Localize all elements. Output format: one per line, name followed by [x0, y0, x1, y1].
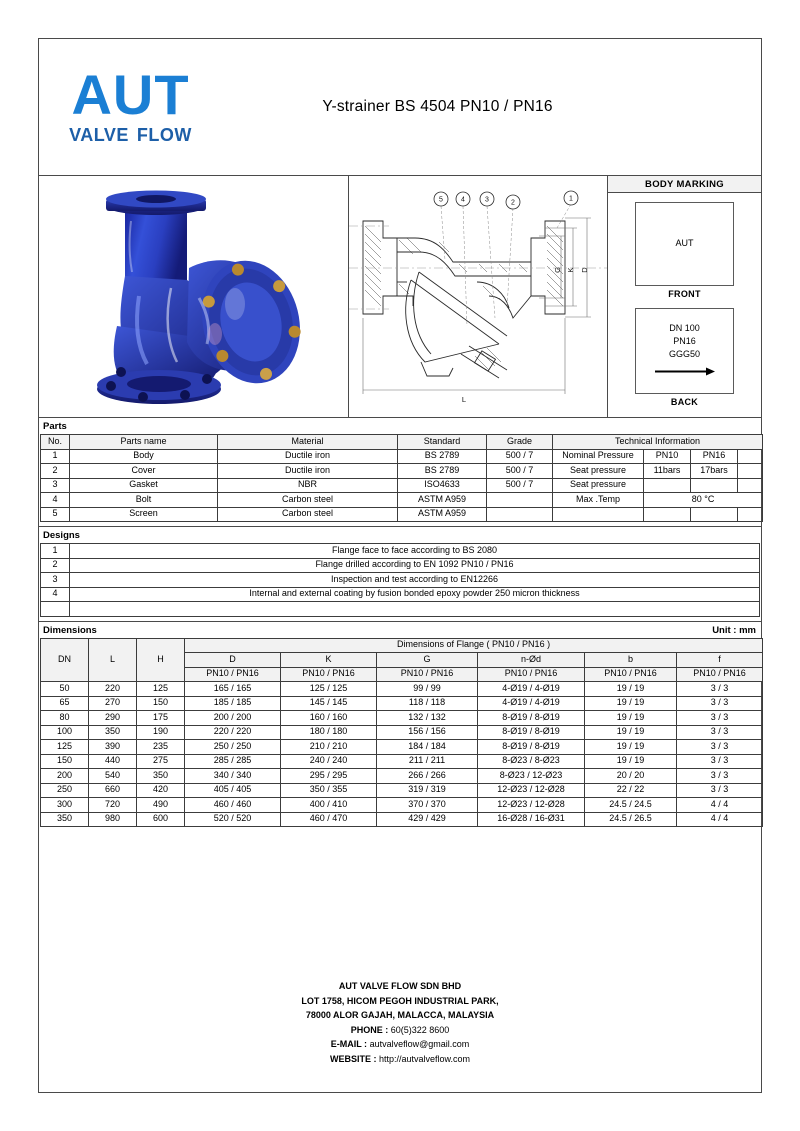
- dim-g: 156 / 156: [377, 725, 478, 740]
- design-text: Internal and external coating by fusion bonded epoxy powder 250 micron thickness: [70, 587, 760, 602]
- dim-l: 390: [89, 740, 137, 755]
- dim-k: 295 / 295: [281, 769, 377, 784]
- dim-k: 145 / 145: [281, 696, 377, 711]
- dimensions-section-title: [39, 622, 761, 638]
- design-text: Inspection and test according to EN12266: [70, 573, 760, 588]
- tech-pn16: [691, 478, 738, 493]
- footer-phone: [39, 1023, 761, 1038]
- dim-col-l: L: [89, 638, 137, 682]
- parts-col-material: Material: [218, 435, 398, 450]
- dim-dn: 100: [41, 725, 89, 740]
- dim-nd: 4-Ø19 / 4-Ø19: [478, 682, 585, 697]
- datasheet-page: [38, 38, 762, 1093]
- callout-2-label: 2: [511, 199, 515, 207]
- dim-b: 24.5 / 24.5: [585, 798, 677, 813]
- design-text: [70, 602, 760, 617]
- dim-l: 540: [89, 769, 137, 784]
- parts-section-title: Parts: [43, 421, 67, 432]
- part-name: Cover: [70, 464, 218, 479]
- part-grade: 500 / 7: [487, 449, 553, 464]
- dim-g: 370 / 370: [377, 798, 478, 813]
- table-row: [41, 558, 760, 573]
- body-marking-content: [608, 193, 761, 417]
- dim-dn: 80: [41, 711, 89, 726]
- dim-dn: 250: [41, 783, 89, 798]
- design-text: Flange drilled according to EN 1092 PN10 / PN16: [70, 558, 760, 573]
- blank-space: [39, 827, 761, 975]
- tech-label: Max .Temp: [553, 493, 644, 508]
- dimensions-table: [40, 638, 763, 828]
- dim-l: 440: [89, 754, 137, 769]
- dim-col-g: G: [377, 653, 478, 668]
- part-grade: 500 / 7: [487, 464, 553, 479]
- part-standard: BS 2789: [398, 449, 487, 464]
- cross-section-drawing: [349, 176, 608, 417]
- dim-g: 118 / 118: [377, 696, 478, 711]
- dim-h: 275: [137, 754, 185, 769]
- dim-g: 132 / 132: [377, 711, 478, 726]
- footer-phone-value: 60(5)322 8600: [390, 1024, 450, 1035]
- dim-dn: 350: [41, 812, 89, 827]
- dim-g: 99 / 99: [377, 682, 478, 697]
- table-row: [41, 587, 760, 602]
- dim-l: 270: [89, 696, 137, 711]
- dim-d: 340 / 340: [185, 769, 281, 784]
- dim-nd: 12-Ø23 / 12-Ø28: [478, 783, 585, 798]
- dim-b: 20 / 20: [585, 769, 677, 784]
- tech-pn10: 11bars: [644, 464, 691, 479]
- dim-g: 266 / 266: [377, 769, 478, 784]
- dim-k: 460 / 470: [281, 812, 377, 827]
- dim-d: 165 / 165: [185, 682, 281, 697]
- callout-1-label: 1: [569, 195, 573, 203]
- dim-f: 3 / 3: [677, 696, 763, 711]
- design-no: 2: [41, 558, 70, 573]
- marking-back-dn: DN 100: [669, 322, 700, 333]
- part-standard: ASTM A959: [398, 507, 487, 522]
- table-row: [41, 812, 763, 827]
- dim-nd: 8-Ø23 / 8-Ø23: [478, 754, 585, 769]
- page-header: [39, 39, 761, 176]
- dim-h: 125: [137, 682, 185, 697]
- tech-empty: [644, 507, 691, 522]
- dimension-label-k: K: [566, 267, 575, 273]
- dim-b: 19 / 19: [585, 711, 677, 726]
- marking-back-box: [635, 308, 734, 394]
- footer-website-value[interactable]: http://autvalveflow.com: [378, 1053, 471, 1064]
- dimensions-section: [39, 622, 761, 828]
- designs-table: [40, 543, 760, 617]
- dim-k: 210 / 210: [281, 740, 377, 755]
- tech-pn16: 17bars: [691, 464, 738, 479]
- design-no: [41, 602, 70, 617]
- table-row: [41, 478, 763, 493]
- dim-g: 319 / 319: [377, 783, 478, 798]
- part-name: Body: [70, 449, 218, 464]
- tech-pn10: PN10: [644, 449, 691, 464]
- dim-l: 720: [89, 798, 137, 813]
- footer-website-label: WEBSITE :: [329, 1053, 377, 1064]
- dim-col-b: b: [585, 653, 677, 668]
- dim-nd: 8-Ø19 / 8-Ø19: [478, 725, 585, 740]
- dim-dn: 150: [41, 754, 89, 769]
- dim-nd: 16-Ø28 / 16-Ø31: [478, 812, 585, 827]
- tech-extra: [738, 464, 763, 479]
- dim-h: 150: [137, 696, 185, 711]
- dim-b: 19 / 19: [585, 725, 677, 740]
- dim-nd: 8-Ø19 / 8-Ø19: [478, 711, 585, 726]
- designs-section-title: Designs: [43, 530, 80, 541]
- dim-k: 125 / 125: [281, 682, 377, 697]
- table-row: [41, 493, 763, 508]
- dim-b: 22 / 22: [585, 783, 677, 798]
- tech-label: Seat pressure: [553, 464, 644, 479]
- footer-email-label: E-MAIL :: [330, 1039, 368, 1050]
- dim-h: 600: [137, 812, 185, 827]
- illustration-band: [39, 176, 761, 418]
- parts-col-name: Parts name: [70, 435, 218, 450]
- part-standard: ASTM A959: [398, 493, 487, 508]
- part-material: Ductile iron: [218, 449, 398, 464]
- tech-max-temp-value: 80 °C: [644, 493, 763, 508]
- dim-flange-group-header: Dimensions of Flange ( PN10 / PN16 ): [185, 638, 763, 653]
- dim-b: 24.5 / 26.5: [585, 812, 677, 827]
- part-standard: ISO4633: [398, 478, 487, 493]
- dim-d: 220 / 220: [185, 725, 281, 740]
- part-material: Carbon steel: [218, 493, 398, 508]
- footer-email: [39, 1037, 761, 1052]
- body-marking-title: BODY MARKING: [608, 176, 761, 193]
- dimensions-unit-label: Unit : mm: [712, 624, 756, 636]
- dim-nd: 8-Ø23 / 12-Ø23: [478, 769, 585, 784]
- company-logo: [39, 39, 204, 175]
- dim-col-k: K: [281, 653, 377, 668]
- dim-g: 429 / 429: [377, 812, 478, 827]
- dim-f: 4 / 4: [677, 812, 763, 827]
- dim-col-dn: DN: [41, 638, 89, 682]
- callout-3-label: 3: [485, 196, 489, 204]
- dim-f: 3 / 3: [677, 725, 763, 740]
- tech-empty: [691, 507, 738, 522]
- marking-back-pn: PN16: [673, 335, 696, 346]
- logo-tagline-valve: VALVE: [69, 125, 129, 146]
- footer-phone-label: PHONE :: [350, 1024, 389, 1035]
- table-row: [41, 711, 763, 726]
- dim-sub-g: PN10 / PN16: [377, 667, 478, 682]
- part-material: Carbon steel: [218, 507, 398, 522]
- dimensions-title-text: Dimensions: [43, 624, 97, 636]
- part-material: Ductile iron: [218, 464, 398, 479]
- dimension-label-l: L: [461, 395, 467, 404]
- dim-d: 250 / 250: [185, 740, 281, 755]
- part-grade: [487, 507, 553, 522]
- dim-b: 19 / 19: [585, 682, 677, 697]
- tech-extra: [738, 478, 763, 493]
- callout-5-label: 5: [439, 196, 443, 204]
- table-row: [41, 798, 763, 813]
- dim-h: 175: [137, 711, 185, 726]
- callout-4-label: 4: [461, 196, 465, 204]
- table-row: [41, 449, 763, 464]
- dim-k: 400 / 410: [281, 798, 377, 813]
- footer-address-line1: LOT 1758, HICOM PEGOH INDUSTRIAL PARK,: [301, 995, 499, 1006]
- tech-pn16: PN16: [691, 449, 738, 464]
- part-grade: 500 / 7: [487, 478, 553, 493]
- dim-h: 490: [137, 798, 185, 813]
- dim-h: 420: [137, 783, 185, 798]
- flow-direction-arrow-icon: [654, 367, 716, 380]
- footer-company-name: AUT VALVE FLOW SDN BHD: [338, 981, 462, 991]
- dim-f: 4 / 4: [677, 798, 763, 813]
- body-marking-panel: [608, 176, 761, 417]
- parts-table: [40, 434, 763, 522]
- y-strainer-photo-illustration: [39, 176, 349, 417]
- design-no: 3: [41, 573, 70, 588]
- product-photo: [39, 176, 349, 417]
- table-row: [41, 754, 763, 769]
- tech-label: Nominal Pressure: [553, 449, 644, 464]
- part-grade: [487, 493, 553, 508]
- dim-d: 405 / 405: [185, 783, 281, 798]
- dim-nd: 8-Ø19 / 8-Ø19: [478, 740, 585, 755]
- dim-sub-b: PN10 / PN16: [585, 667, 677, 682]
- part-name: Screen: [70, 507, 218, 522]
- parts-header-row: [41, 435, 763, 450]
- logo-wordmark: AUT: [71, 62, 190, 126]
- designs-section: [39, 527, 761, 622]
- part-no: 2: [41, 464, 70, 479]
- dim-k: 180 / 180: [281, 725, 377, 740]
- dimension-label-d: D: [580, 267, 589, 273]
- dim-sub-d: PN10 / PN16: [185, 667, 281, 682]
- table-row: [41, 740, 763, 755]
- dim-dn: 50: [41, 682, 89, 697]
- dim-sub-f: PN10 / PN16: [677, 667, 763, 682]
- part-no: 5: [41, 507, 70, 522]
- table-row: [41, 507, 763, 522]
- table-row: [41, 725, 763, 740]
- dim-d: 200 / 200: [185, 711, 281, 726]
- strainer-section-diagram: [349, 176, 607, 417]
- dim-b: 19 / 19: [585, 740, 677, 755]
- marking-front-label: FRONT: [668, 289, 701, 299]
- dim-nd: 4-Ø19 / 4-Ø19: [478, 696, 585, 711]
- parts-section: [39, 418, 761, 527]
- dim-dn: 125: [41, 740, 89, 755]
- part-no: 1: [41, 449, 70, 464]
- dim-h: 190: [137, 725, 185, 740]
- part-no: 3: [41, 478, 70, 493]
- dim-col-d: D: [185, 653, 281, 668]
- parts-col-standard: Standard: [398, 435, 487, 450]
- design-no: 4: [41, 587, 70, 602]
- dim-col-f: f: [677, 653, 763, 668]
- dim-b: 19 / 19: [585, 754, 677, 769]
- dim-sub-k: PN10 / PN16: [281, 667, 377, 682]
- dim-d: 520 / 520: [185, 812, 281, 827]
- dim-k: 350 / 355: [281, 783, 377, 798]
- dim-l: 290: [89, 711, 137, 726]
- dim-k: 160 / 160: [281, 711, 377, 726]
- dim-b: 19 / 19: [585, 696, 677, 711]
- dim-k: 240 / 240: [281, 754, 377, 769]
- dim-f: 3 / 3: [677, 740, 763, 755]
- tech-empty: [553, 507, 644, 522]
- dim-l: 660: [89, 783, 137, 798]
- dim-d: 285 / 285: [185, 754, 281, 769]
- dim-l: 980: [89, 812, 137, 827]
- dim-f: 3 / 3: [677, 682, 763, 697]
- table-row: [41, 602, 760, 617]
- dim-f: 3 / 3: [677, 769, 763, 784]
- dim-g: 184 / 184: [377, 740, 478, 755]
- marking-back-label: BACK: [670, 397, 699, 407]
- dim-dn: 200: [41, 769, 89, 784]
- dim-f: 3 / 3: [677, 711, 763, 726]
- dim-col-nd: n-Ød: [478, 653, 585, 668]
- dim-f: 3 / 3: [677, 754, 763, 769]
- part-no: 4: [41, 493, 70, 508]
- marking-front-box: [635, 202, 734, 286]
- table-row: [41, 696, 763, 711]
- dim-l: 350: [89, 725, 137, 740]
- part-name: Gasket: [70, 478, 218, 493]
- dimension-label-g: G: [553, 267, 562, 273]
- part-material: NBR: [218, 478, 398, 493]
- tech-pn10: [644, 478, 691, 493]
- table-row: [41, 464, 763, 479]
- footer-email-value[interactable]: autvalveflow@gmail.com: [369, 1039, 470, 1050]
- tech-label: Seat pressure: [553, 478, 644, 493]
- marking-front-text: AUT: [675, 238, 694, 249]
- parts-col-no: No.: [41, 435, 70, 450]
- tech-empty: [738, 507, 763, 522]
- page-footer: [39, 975, 761, 1066]
- part-standard: BS 2789: [398, 464, 487, 479]
- dim-d: 185 / 185: [185, 696, 281, 711]
- table-row: [41, 783, 763, 798]
- table-row: [41, 769, 763, 784]
- footer-website: [39, 1052, 761, 1067]
- dim-col-h: H: [137, 638, 185, 682]
- table-row: [41, 573, 760, 588]
- marking-back-material: GGG50: [668, 349, 700, 359]
- dimensions-group-header-row: [41, 638, 763, 653]
- table-row: [41, 682, 763, 697]
- parts-col-technical: Technical Information: [553, 435, 763, 450]
- part-name: Bolt: [70, 493, 218, 508]
- logo-tagline: [65, 125, 196, 146]
- logo-tagline-flow: FLOW: [136, 125, 192, 146]
- dim-l: 220: [89, 682, 137, 697]
- dim-h: 235: [137, 740, 185, 755]
- dim-f: 3 / 3: [677, 783, 763, 798]
- dim-d: 460 / 460: [185, 798, 281, 813]
- dim-sub-nd: PN10 / PN16: [478, 667, 585, 682]
- dim-dn: 300: [41, 798, 89, 813]
- page-title: Y-strainer BS 4504 PN10 / PN16: [322, 98, 553, 115]
- tech-extra: [738, 449, 763, 464]
- footer-address-line2: 78000 ALOR GAJAH, MALACCA, MALAYSIA: [305, 1010, 495, 1021]
- parts-col-grade: Grade: [487, 435, 553, 450]
- design-text: Flange face to face according to BS 2080: [70, 544, 760, 559]
- table-row: [41, 544, 760, 559]
- dim-dn: 65: [41, 696, 89, 711]
- design-no: 1: [41, 544, 70, 559]
- dim-h: 350: [137, 769, 185, 784]
- dim-g: 211 / 211: [377, 754, 478, 769]
- dim-nd: 12-Ø23 / 12-Ø28: [478, 798, 585, 813]
